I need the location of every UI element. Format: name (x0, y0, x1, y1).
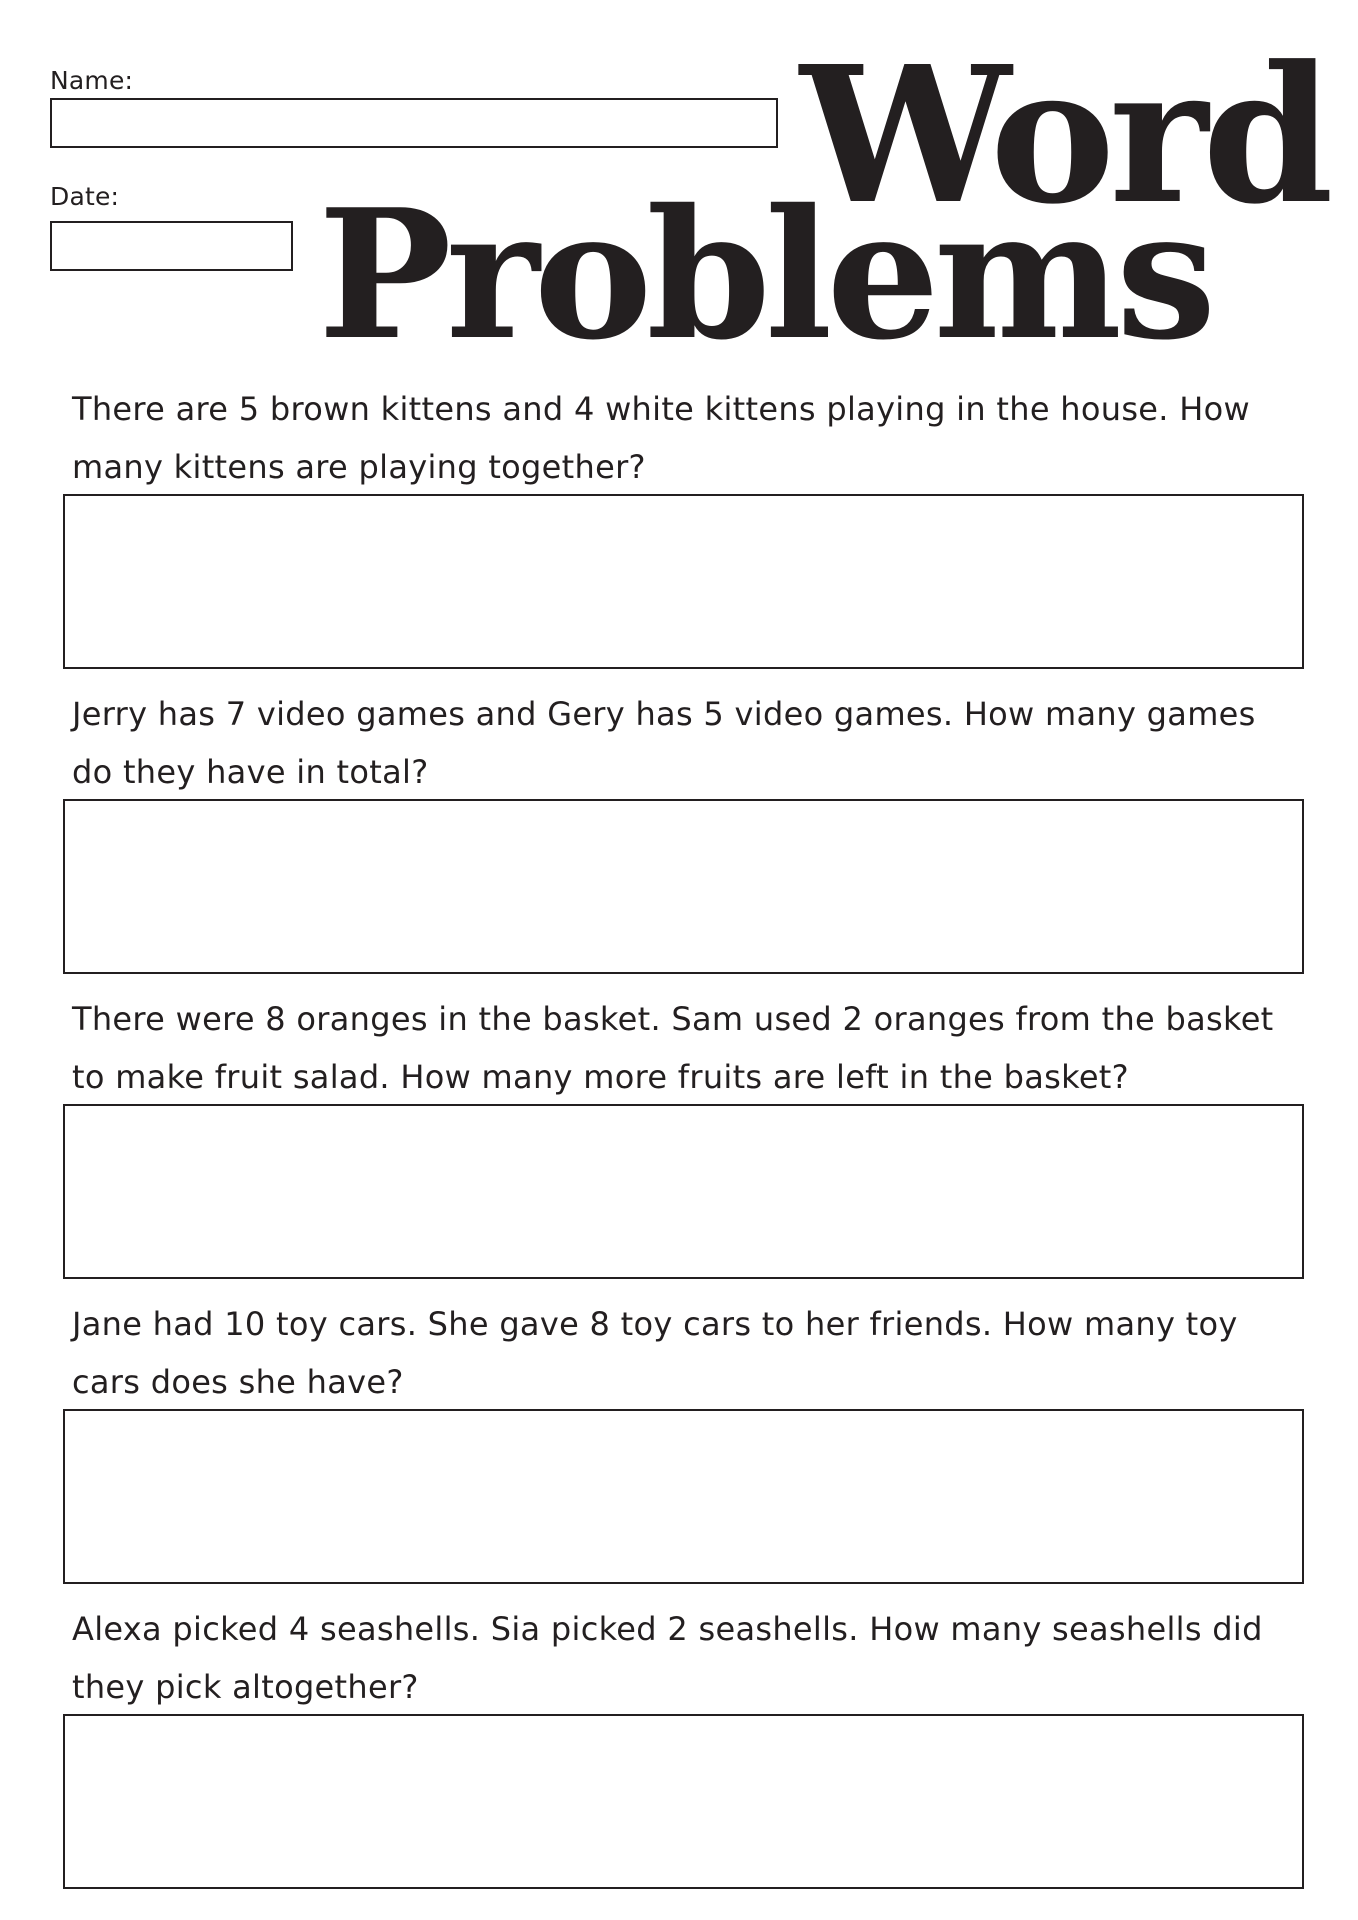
problem-question: Jerry has 7 video games and Gery has 5 video games. How many games do they have in total? (72, 695, 1256, 791)
answer-box[interactable] (63, 1714, 1304, 1889)
title-word: Word (800, 25, 1328, 246)
answer-box[interactable] (63, 1409, 1304, 1584)
title-problems: Problems (318, 170, 1211, 379)
problem-question: There were 8 oranges in the basket. Sam used 2 oranges from the basket to make fruit salad. How many more fruits are left in the basket? (72, 1000, 1274, 1096)
answer-box[interactable] (63, 494, 1304, 669)
problem-question: Jane had 10 toy cars. She gave 8 toy cars to her friends. How many toy cars does she have? (72, 1305, 1238, 1401)
problem-question: Alexa picked 4 seashells. Sia picked 2 seashells. How many seashells did they pick altogether? (72, 1610, 1263, 1706)
date-label: Date: (50, 182, 120, 211)
name-field[interactable] (50, 98, 778, 148)
problem-question: There are 5 brown kittens and 4 white kittens playing in the house. How many kittens are playing together? (72, 390, 1250, 486)
answer-box[interactable] (63, 799, 1304, 974)
date-field[interactable] (50, 221, 293, 271)
name-label: Name: (50, 66, 134, 95)
answer-box[interactable] (63, 1104, 1304, 1279)
